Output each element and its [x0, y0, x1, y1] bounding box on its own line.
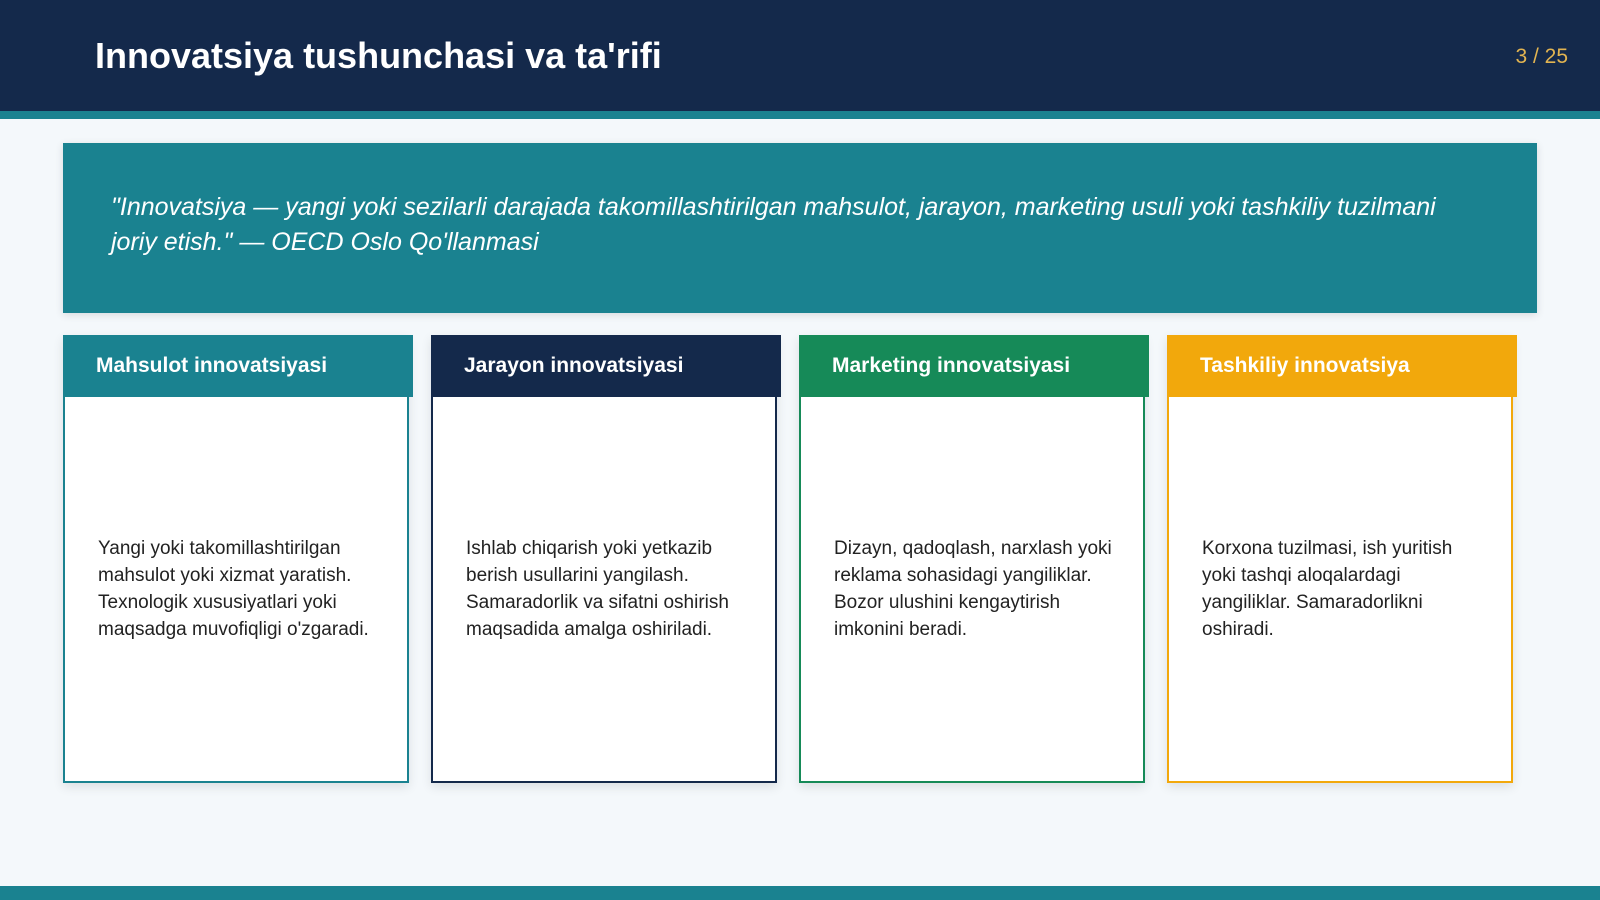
card-body	[1202, 397, 1487, 781]
card-body	[834, 397, 1119, 781]
card-header	[1167, 335, 1517, 397]
definition-quote-box	[63, 143, 1537, 313]
slide-title: Innovatsiya tushunchasi va ta'rifi	[95, 35, 662, 76]
card-title: Mahsulot innovatsiyasi	[96, 354, 328, 377]
card-header	[63, 335, 413, 397]
card-description: Ishlab chiqarish yoki yetkazib berish usullarini yangilash. Samaradorlik va sifatni oshirish maqsadida amalga oshiriladi.	[466, 538, 729, 640]
header-accent-bar	[0, 111, 1600, 119]
definition-quote-text: "Innovatsiya — yangi yoki sezilarli darajada takomillashtirilgan mahsulot, jarayon, marketing usuli yoki tashkiliy tuzilmani joriy etish." — OECD Oslo Qo'llanmasi	[111, 193, 1436, 256]
card-body	[98, 397, 383, 781]
card-description: Yangi yoki takomillashtirilgan mahsulot yoki xizmat yaratish. Texnologik xususiyatlari yoki maqsadga muvofiqligi o'zgaradi.	[98, 538, 369, 640]
card-organizational-innovation	[1167, 335, 1513, 783]
card-header	[799, 335, 1149, 397]
card-description: Korxona tuzilmasi, ish yuritish yoki tashqi aloqalardagi yangiliklar. Samaradorlikni oshiradi.	[1202, 538, 1453, 640]
page-number: 3 / 25	[1515, 45, 1568, 68]
card-title: Jarayon innovatsiyasi	[464, 354, 684, 377]
card-product-innovation	[63, 335, 409, 783]
card-title: Marketing innovatsiyasi	[832, 354, 1071, 377]
slide-header	[0, 0, 1600, 111]
card-header	[431, 335, 781, 397]
card-marketing-innovation	[799, 335, 1145, 783]
card-title: Tashkiliy innovatsiya	[1200, 354, 1410, 377]
card-body	[466, 397, 751, 781]
card-description: Dizayn, qadoqlash, narxlash yoki reklama sohasidagi yangiliklar. Bozor ulushini kengaytirish imkonini beradi.	[834, 538, 1112, 640]
footer-accent-bar	[0, 886, 1600, 900]
card-process-innovation	[431, 335, 777, 783]
